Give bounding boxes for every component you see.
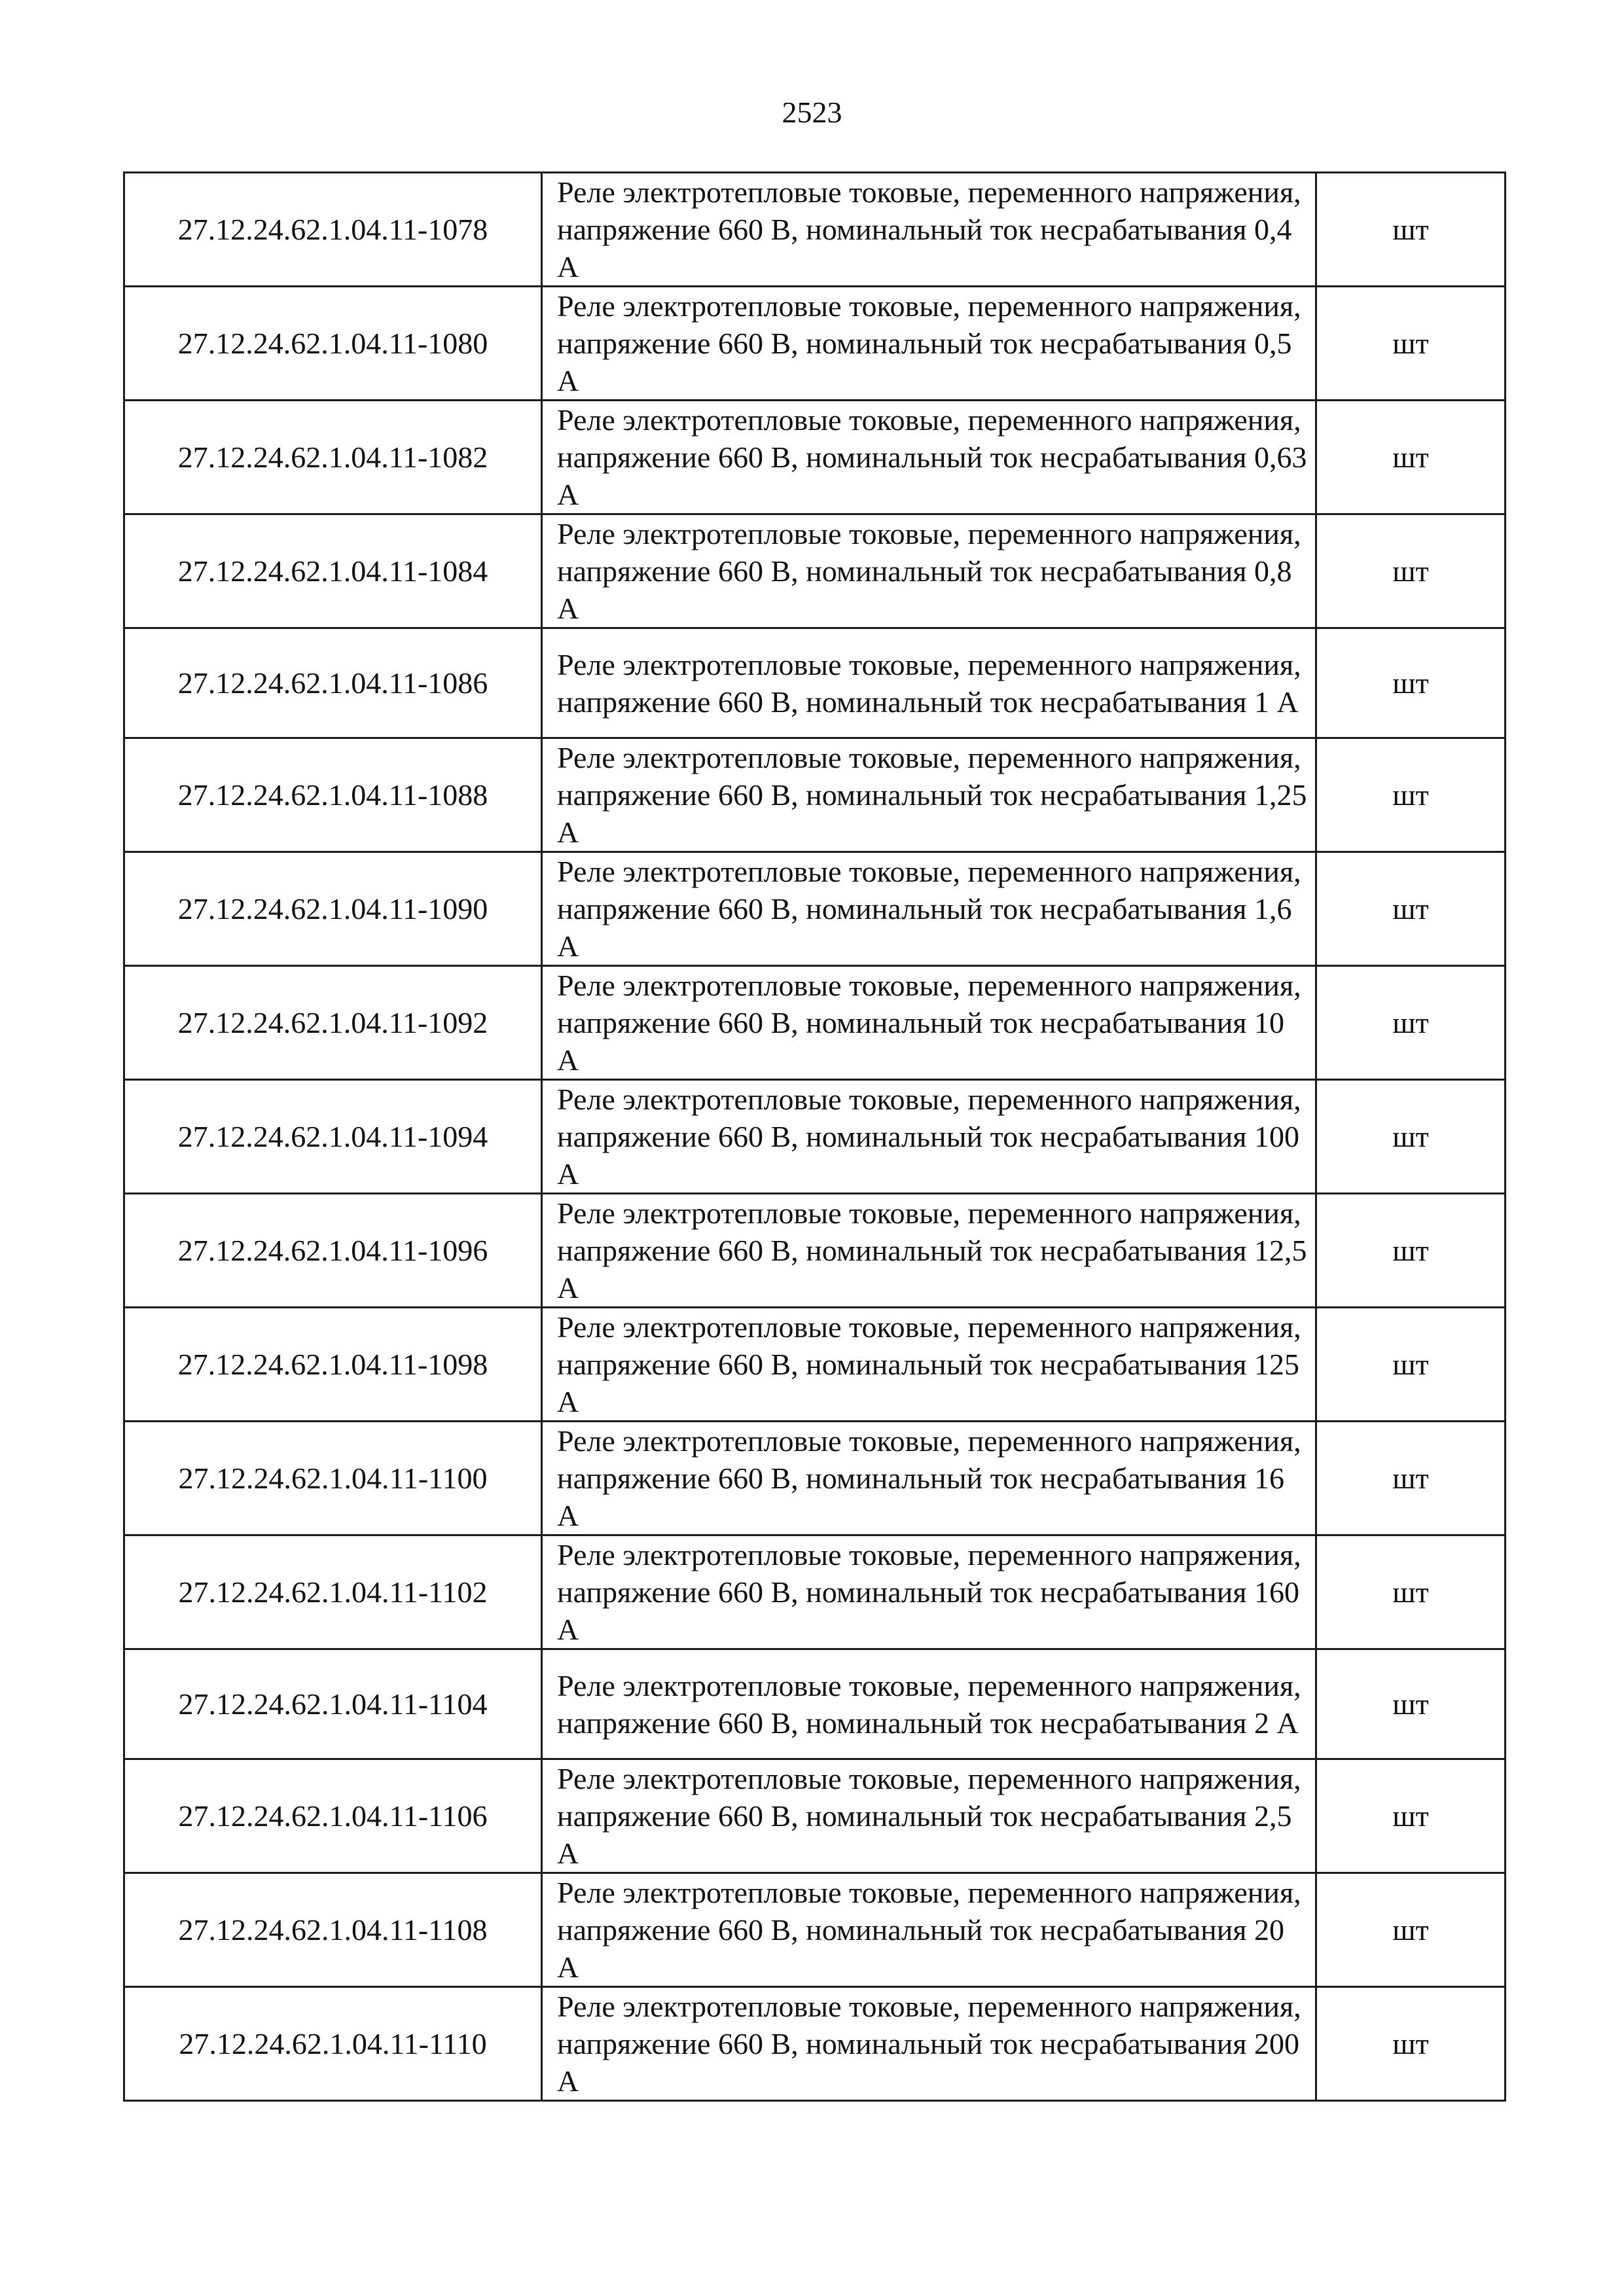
item-description: Реле электротепловые токовые, переменного напряжения, напряжение 660 В, номинальный ток несрабатывания 0,63 А [542, 401, 1316, 514]
table-row [124, 1987, 1506, 2101]
items-table [123, 171, 1506, 2102]
item-description: Реле электротепловые токовые, переменного напряжения, напряжение 660 В, номинальный ток несрабатывания 100 А [542, 1080, 1316, 1194]
table-row [124, 1194, 1506, 1308]
item-description: Реле электротепловые токовые, переменного напряжения, напряжение 660 В, номинальный ток несрабатывания 200 А [542, 1987, 1316, 2101]
table-row [124, 852, 1506, 966]
item-unit: шт [1316, 852, 1506, 966]
item-unit: шт [1316, 401, 1506, 514]
item-unit: шт [1316, 1759, 1506, 1873]
item-code: 27.12.24.62.1.04.11-1094 [124, 1080, 542, 1194]
item-description: Реле электротепловые токовые, переменного напряжения, напряжение 660 В, номинальный ток несрабатывания 125 А [542, 1308, 1316, 1422]
table-row [124, 1308, 1506, 1422]
item-description: Реле электротепловые токовые, переменного напряжения, напряжение 660 В, номинальный ток несрабатывания 160 А [542, 1535, 1316, 1649]
item-description: Реле электротепловые токовые, переменного напряжения, напряжение 660 В, номинальный ток несрабатывания 1 А [542, 628, 1316, 738]
item-code: 27.12.24.62.1.04.11-1110 [124, 1987, 542, 2101]
table-row [124, 514, 1506, 628]
item-unit: шт [1316, 1873, 1506, 1987]
item-code: 27.12.24.62.1.04.11-1088 [124, 738, 542, 852]
item-code: 27.12.24.62.1.04.11-1080 [124, 287, 542, 401]
table-row [124, 1759, 1506, 1873]
item-code: 27.12.24.62.1.04.11-1102 [124, 1535, 542, 1649]
table-row [124, 173, 1506, 287]
table-row [124, 1649, 1506, 1759]
item-unit: шт [1316, 287, 1506, 401]
item-unit: шт [1316, 1422, 1506, 1535]
items-table-body [124, 173, 1506, 2101]
table-row [124, 1535, 1506, 1649]
table-row [124, 287, 1506, 401]
table-row [124, 1080, 1506, 1194]
table-row [124, 738, 1506, 852]
item-description: Реле электротепловые токовые, переменного напряжения, напряжение 660 В, номинальный ток несрабатывания 12,5 А [542, 1194, 1316, 1308]
item-description: Реле электротепловые токовые, переменного напряжения, напряжение 660 В, номинальный ток несрабатывания 2 А [542, 1649, 1316, 1759]
item-description: Реле электротепловые токовые, переменного напряжения, напряжение 660 В, номинальный ток несрабатывания 1,6 А [542, 852, 1316, 966]
item-unit: шт [1316, 966, 1506, 1080]
item-unit: шт [1316, 1194, 1506, 1308]
item-description: Реле электротепловые токовые, переменного напряжения, напряжение 660 В, номинальный ток несрабатывания 10 А [542, 966, 1316, 1080]
item-description: Реле электротепловые токовые, переменного напряжения, напряжение 660 В, номинальный ток несрабатывания 0,5 А [542, 287, 1316, 401]
item-code: 27.12.24.62.1.04.11-1078 [124, 173, 542, 287]
item-description: Реле электротепловые токовые, переменного напряжения, напряжение 660 В, номинальный ток несрабатывания 16 А [542, 1422, 1316, 1535]
item-unit: шт [1316, 1649, 1506, 1759]
item-unit: шт [1316, 173, 1506, 287]
item-description: Реле электротепловые токовые, переменного напряжения, напряжение 660 В, номинальный ток несрабатывания 20 А [542, 1873, 1316, 1987]
item-code: 27.12.24.62.1.04.11-1086 [124, 628, 542, 738]
table-row [124, 1422, 1506, 1535]
item-code: 27.12.24.62.1.04.11-1106 [124, 1759, 542, 1873]
table-row [124, 1873, 1506, 1987]
item-unit: шт [1316, 1080, 1506, 1194]
item-unit: шт [1316, 514, 1506, 628]
table-row [124, 628, 1506, 738]
item-code: 27.12.24.62.1.04.11-1082 [124, 401, 542, 514]
item-description: Реле электротепловые токовые, переменного напряжения, напряжение 660 В, номинальный ток несрабатывания 0,4 А [542, 173, 1316, 287]
item-code: 27.12.24.62.1.04.11-1098 [124, 1308, 542, 1422]
item-unit: шт [1316, 1987, 1506, 2101]
page-number: 2523 [782, 96, 842, 129]
item-unit: шт [1316, 1308, 1506, 1422]
item-code: 27.12.24.62.1.04.11-1084 [124, 514, 542, 628]
item-unit: шт [1316, 738, 1506, 852]
item-description: Реле электротепловые токовые, переменного напряжения, напряжение 660 В, номинальный ток несрабатывания 2,5 А [542, 1759, 1316, 1873]
item-unit: шт [1316, 628, 1506, 738]
item-code: 27.12.24.62.1.04.11-1104 [124, 1649, 542, 1759]
item-code: 27.12.24.62.1.04.11-1108 [124, 1873, 542, 1987]
item-code: 27.12.24.62.1.04.11-1096 [124, 1194, 542, 1308]
item-code: 27.12.24.62.1.04.11-1100 [124, 1422, 542, 1535]
table-row [124, 966, 1506, 1080]
item-code: 27.12.24.62.1.04.11-1092 [124, 966, 542, 1080]
item-description: Реле электротепловые токовые, переменного напряжения, напряжение 660 В, номинальный ток несрабатывания 1,25 А [542, 738, 1316, 852]
table-row [124, 401, 1506, 514]
item-unit: шт [1316, 1535, 1506, 1649]
item-description: Реле электротепловые токовые, переменного напряжения, напряжение 660 В, номинальный ток несрабатывания 0,8 А [542, 514, 1316, 628]
item-code: 27.12.24.62.1.04.11-1090 [124, 852, 542, 966]
